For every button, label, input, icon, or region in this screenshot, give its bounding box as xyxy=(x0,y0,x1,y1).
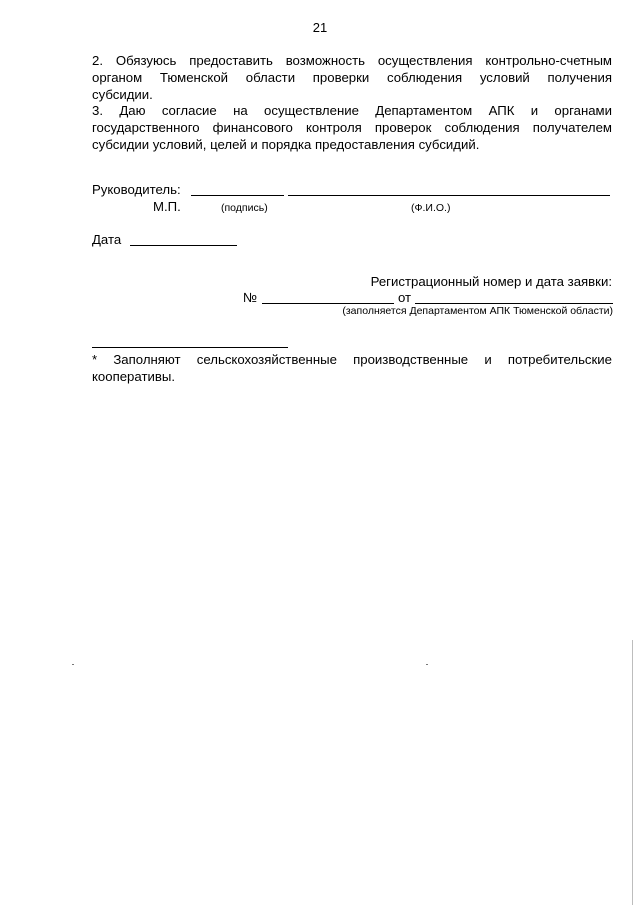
head-label: Руководитель: xyxy=(92,182,181,197)
paragraph-line: 2. Обязуюсь предоставить возможность осуществления контрольно-счетным xyxy=(92,53,612,68)
registration-date-field[interactable] xyxy=(415,303,613,304)
full-name-field[interactable] xyxy=(288,195,610,196)
registration-number-field[interactable] xyxy=(262,303,394,304)
signature-caption: (подпись) xyxy=(221,202,268,214)
registration-note: (заполняется Департаментом АПК Тюменской области) xyxy=(342,305,613,317)
scan-speck xyxy=(426,664,428,665)
paragraph-line: субсидии. xyxy=(92,87,153,102)
date-field[interactable] xyxy=(130,245,237,246)
footnote-line: * Заполняют сельскохозяйственные производственные и потребительские xyxy=(92,352,612,367)
footnote xyxy=(92,351,612,385)
from-label: от xyxy=(398,290,412,305)
stamp-label: М.П. xyxy=(153,199,181,214)
scan-speck xyxy=(72,664,74,665)
page-number: 21 xyxy=(312,20,328,35)
paragraph-line: государственного финансового контроля проверок соблюдения получателем xyxy=(92,120,612,135)
scan-edge xyxy=(632,640,633,905)
date-label: Дата xyxy=(92,232,122,247)
registration-title: Регистрационный номер и дата заявки: xyxy=(370,274,612,289)
commitment-paragraph xyxy=(92,52,612,103)
paragraph-line: 3. Даю согласие на осуществление Департаментом АПК и органами xyxy=(92,103,612,118)
paragraph-line: органом Тюменской области проверки соблюдения условий получения xyxy=(92,70,612,85)
footnote-separator xyxy=(92,347,288,348)
paragraph-line: субсидии условий, целей и порядка предоставления субсидий. xyxy=(92,137,480,152)
footnote-line: кооперативы. xyxy=(92,369,175,384)
number-label: № xyxy=(243,290,258,305)
name-caption: (Ф.И.О.) xyxy=(411,202,451,214)
consent-paragraph xyxy=(92,102,612,153)
signature-field[interactable] xyxy=(191,195,284,196)
